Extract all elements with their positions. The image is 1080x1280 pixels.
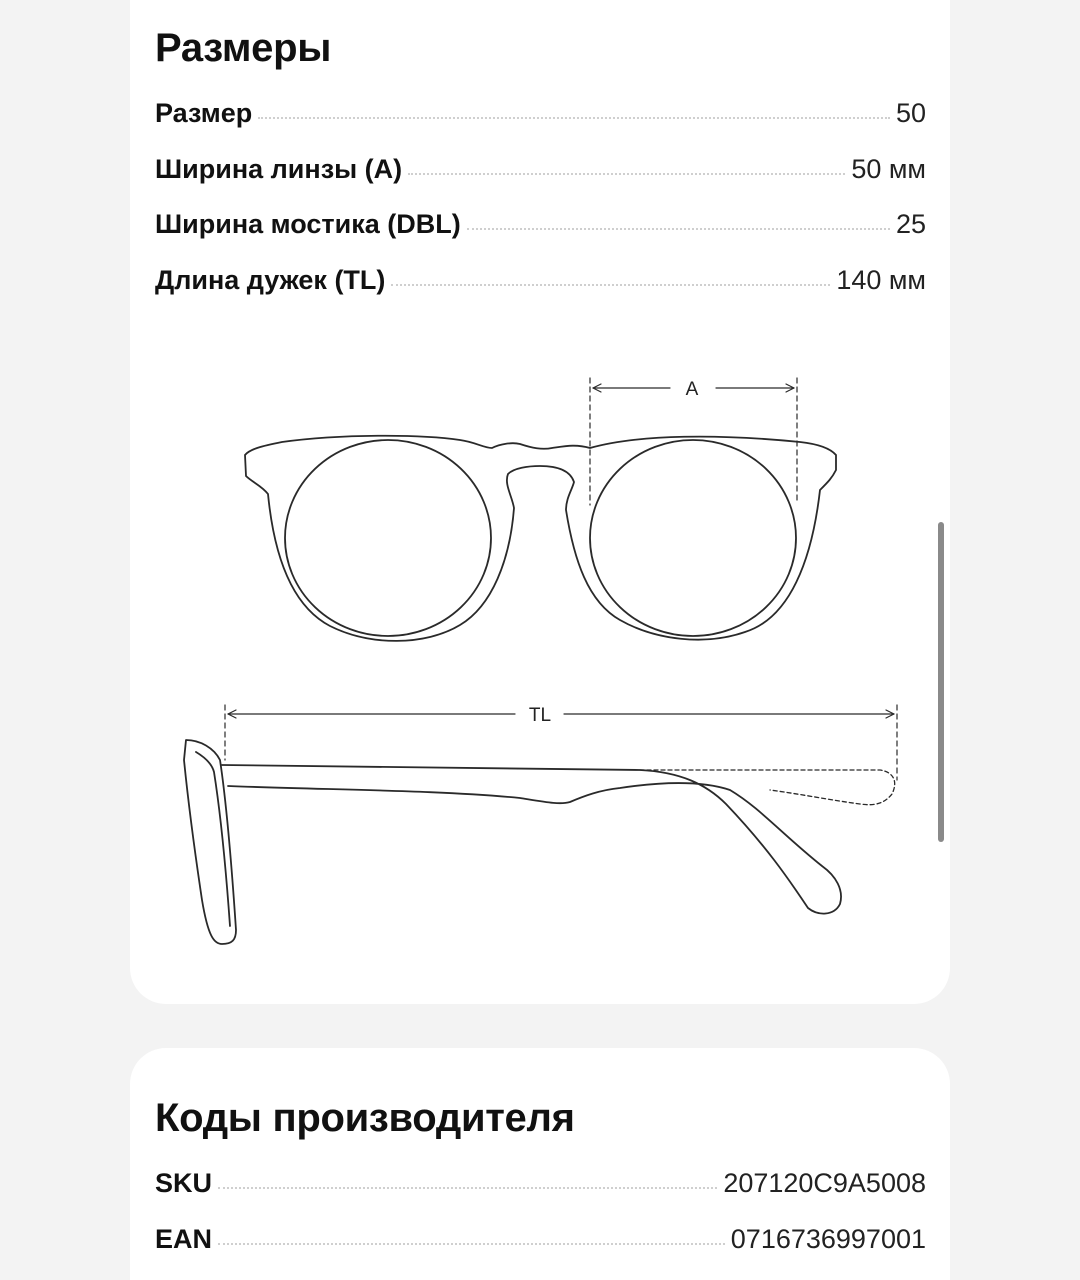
code-value: 0716736997001 <box>730 1223 926 1254</box>
spec-value: 50 мм <box>851 153 926 184</box>
glasses-side-view <box>184 705 897 944</box>
glasses-front-view <box>245 378 836 641</box>
dotted-leader <box>218 1243 725 1245</box>
scrollbar-thumb[interactable] <box>938 522 944 842</box>
lens-width-dimension-label: A <box>685 379 699 400</box>
code-label: EAN <box>155 1223 213 1254</box>
spec-label: Ширина мостика (DBL) <box>155 209 461 239</box>
temple-arm <box>222 765 841 914</box>
code-row-sku <box>155 1168 926 1224</box>
spec-label: Размер <box>155 98 253 128</box>
sizes-title: Размеры <box>155 26 332 70</box>
right-lens <box>590 440 796 636</box>
dotted-leader <box>218 1187 717 1189</box>
left-lens <box>285 440 491 636</box>
code-value: 207120C9A5008 <box>723 1168 926 1198</box>
spec-value: 25 <box>895 209 926 239</box>
spec-value: 140 мм <box>836 264 926 295</box>
code-row-ean <box>155 1224 926 1280</box>
codes-spec-list <box>155 1168 926 1279</box>
spec-label: Ширина линзы (A) <box>155 153 403 184</box>
manufacturer-codes-card <box>130 1048 950 1280</box>
frame-front-outline <box>245 436 836 641</box>
spec-label: Длина дужек (TL) <box>155 264 386 295</box>
spec-value: 50 <box>895 98 926 128</box>
temple-length-dimension-label: TL <box>528 705 552 726</box>
codes-title: Коды производителя <box>155 1096 575 1140</box>
code-label: SKU <box>155 1168 213 1198</box>
